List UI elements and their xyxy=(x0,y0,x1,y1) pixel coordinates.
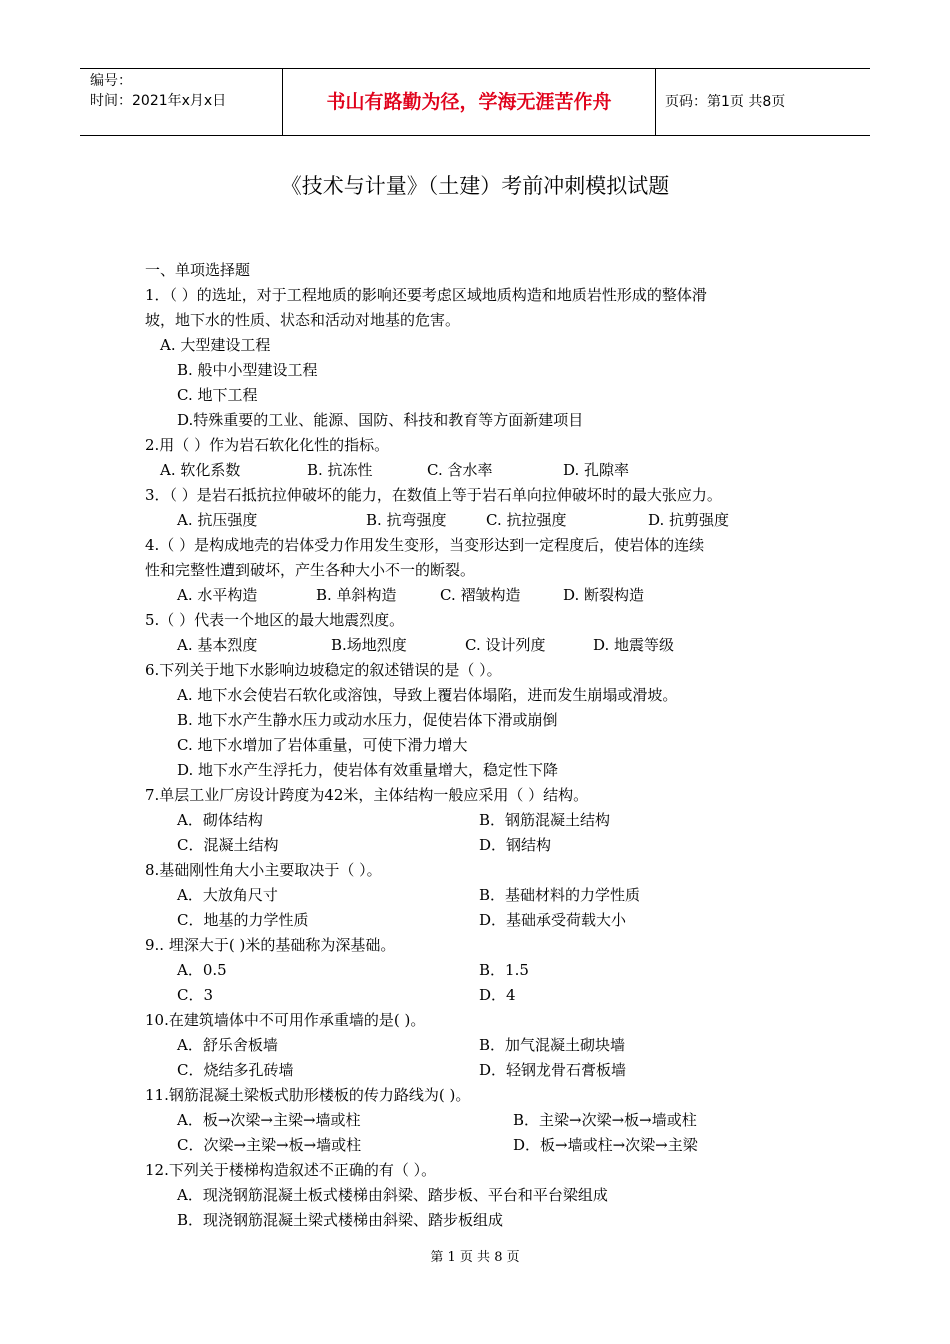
text-line xyxy=(0,1033,950,1058)
text-line xyxy=(0,833,950,858)
text-segment: 性和完整性遭到破坏，产生各种大小不一的断裂。 xyxy=(145,561,476,579)
page-footer: 第 1 页 共 8 页 xyxy=(430,1250,520,1265)
text-segment: D. 孔隙率 xyxy=(563,461,630,479)
text-segment: C. 地下水增加了岩体重量，可使下滑力增大 xyxy=(177,736,468,754)
text-segment: B. 般中小型建设工程 xyxy=(177,361,318,379)
text-segment: A．0.5 xyxy=(177,961,227,979)
header-meta xyxy=(90,71,226,111)
text-line xyxy=(0,1058,950,1083)
text-segment: A．板→次梁→主梁→墙或柱 xyxy=(177,1111,361,1129)
text-line xyxy=(0,1158,950,1183)
text-segment: B.场地烈度 xyxy=(331,636,407,654)
header-bottom-rule xyxy=(80,135,870,136)
text-line xyxy=(0,358,950,383)
header-motto: 书山有路勤为径，学海无涯苦作舟 xyxy=(326,91,612,113)
text-segment: B．主梁→次梁→板→墙或柱 xyxy=(513,1111,697,1129)
text-segment: 5.（ ）代表一个地区的最大地震烈度。 xyxy=(145,611,405,629)
text-line xyxy=(0,983,950,1008)
text-segment: 4.（ ）是构成地壳的岩体受力作用发生变形，当变形达到一定程度后，使岩体的连续 xyxy=(145,536,705,554)
text-segment: C. 褶皱构造 xyxy=(440,586,521,604)
text-segment: D．板→墙或柱→次梁→主梁 xyxy=(513,1136,698,1154)
text-line xyxy=(0,283,950,308)
text-line xyxy=(0,333,950,358)
text-line xyxy=(0,908,950,933)
text-segment: D．钢结构 xyxy=(479,836,552,854)
text-segment: C．烧结多孔砖墙 xyxy=(177,1061,294,1079)
text-segment: A. 基本烈度 xyxy=(177,636,258,654)
page-header xyxy=(80,68,870,136)
text-line xyxy=(0,1008,950,1033)
text-segment: 10.在建筑墙体中不可用作承重墙的是( )。 xyxy=(145,1011,426,1029)
text-line xyxy=(0,383,950,408)
text-segment: 坡，地下水的性质、状态和活动对地基的危害。 xyxy=(145,311,461,329)
text-segment: B. 抗弯强度 xyxy=(366,511,447,529)
text-segment: B. 单斜构造 xyxy=(316,586,397,604)
text-segment: 12.下列关于楼梯构造叙述不正确的有（ ）。 xyxy=(145,1161,437,1179)
text-segment: 3．（ ）是岩石抵抗拉伸破坏的能力，在数值上等于岩石单向拉伸破坏时的最大张应力。 xyxy=(145,486,722,504)
text-segment: C．地基的力学性质 xyxy=(177,911,309,929)
text-segment: D. 抗剪强度 xyxy=(648,511,730,529)
text-segment: 9.. 埋深大于( )米的基础称为深基础。 xyxy=(145,936,396,954)
text-line xyxy=(0,508,950,533)
text-line xyxy=(0,883,950,908)
text-line xyxy=(0,1108,950,1133)
text-segment: A. 水平构造 xyxy=(177,586,258,604)
text-line xyxy=(0,783,950,808)
text-line xyxy=(0,633,950,658)
text-segment: B. 抗冻性 xyxy=(307,461,373,479)
text-line xyxy=(0,483,950,508)
text-line xyxy=(0,958,950,983)
text-segment: B．基础材料的力学性质 xyxy=(479,886,641,904)
text-segment: D. 断裂构造 xyxy=(563,586,645,604)
text-segment: 7.单层工业厂房设计跨度为42米，主体结构一般应采用（ ）结构。 xyxy=(145,786,589,804)
text-line xyxy=(0,408,950,433)
text-line xyxy=(0,933,950,958)
text-segment: 6.下列关于地下水影响边坡稳定的叙述错误的是（ ）。 xyxy=(145,661,502,679)
text-line xyxy=(0,758,950,783)
text-line xyxy=(0,1208,950,1233)
text-line xyxy=(0,1083,950,1108)
document-number-label: 编号： xyxy=(90,73,132,89)
text-segment: C. 抗拉强度 xyxy=(486,511,567,529)
text-segment: C. 设计列度 xyxy=(465,636,546,654)
text-segment: A．舒乐舍板墙 xyxy=(177,1036,278,1054)
document-title: 《技术与计量》（土建）考前冲刺模拟试题 xyxy=(280,174,670,198)
header-divider xyxy=(655,68,656,136)
text-segment: C．3 xyxy=(177,986,214,1004)
text-line xyxy=(0,258,950,283)
header-top-rule xyxy=(80,68,870,69)
text-segment: C．次梁→主梁→板→墙或柱 xyxy=(177,1136,362,1154)
text-line xyxy=(0,308,950,333)
text-segment: A. 地下水会使岩石软化或溶蚀，导致上覆岩体塌陷，进而发生崩塌或滑坡。 xyxy=(177,686,678,704)
text-segment: B. 地下水产生静水压力或动水压力，促使岩体下滑或崩倒 xyxy=(177,711,558,729)
text-segment: A．砌体结构 xyxy=(177,811,263,829)
text-line xyxy=(0,533,950,558)
text-segment: D.特殊重要的工业、能源、国防、科技和教育等方面新建项目 xyxy=(177,411,584,429)
text-line xyxy=(0,808,950,833)
text-line xyxy=(0,683,950,708)
text-segment: 2.用（ ）作为岩石软化化性的指标。 xyxy=(145,436,390,454)
text-segment: B．钢筋混凝土结构 xyxy=(479,811,611,829)
text-line xyxy=(0,1183,950,1208)
text-segment: 8.基础刚性角大小主要取决于（ ）。 xyxy=(145,861,382,879)
text-segment: A. 大型建设工程 xyxy=(160,336,271,354)
text-segment: 11.钢筋混凝土梁板式肋形楼板的传力路线为( )。 xyxy=(145,1086,471,1104)
text-line xyxy=(0,708,950,733)
text-segment: D．4 xyxy=(479,986,516,1004)
text-segment: B．1.5 xyxy=(479,961,529,979)
text-segment: A．现浇钢筋混凝土板式楼梯由斜梁、踏步板、平台和平台梁组成 xyxy=(177,1186,608,1204)
text-line xyxy=(0,583,950,608)
text-segment: B．加气混凝土砌块墙 xyxy=(479,1036,626,1054)
text-line xyxy=(0,433,950,458)
header-page-label: 页码：第1页 共8页 xyxy=(665,94,786,110)
text-segment: D. 地下水产生浮托力，使岩体有效重量增大，稳定性下降 xyxy=(177,761,559,779)
text-line xyxy=(0,733,950,758)
text-segment: C．混凝土结构 xyxy=(177,836,279,854)
text-line xyxy=(0,658,950,683)
text-line xyxy=(0,1133,950,1158)
text-line xyxy=(0,608,950,633)
text-segment: D. 地震等级 xyxy=(593,636,675,654)
text-segment: C. 地下工程 xyxy=(177,386,258,404)
text-segment: C. 含水率 xyxy=(427,461,493,479)
text-segment: 1．（ ）的选址，对于工程地质的影响还要考虑区域地质构造和地质岩性形成的整体滑 xyxy=(145,286,707,304)
text-segment: B．现浇钢筋混凝土梁式楼梯由斜梁、踏步板组成 xyxy=(177,1211,504,1229)
text-line xyxy=(0,458,950,483)
text-segment: D．轻钢龙骨石膏板墙 xyxy=(479,1061,627,1079)
text-segment: A．大放角尺寸 xyxy=(177,886,278,904)
text-segment: A. 软化系数 xyxy=(160,461,241,479)
text-line xyxy=(0,858,950,883)
document-date-label: 时间：2021年x月x日 xyxy=(90,93,227,109)
text-line xyxy=(0,558,950,583)
text-segment: 一、单项选择题 xyxy=(145,261,251,279)
text-segment: A. 抗压强度 xyxy=(177,511,258,529)
text-segment: D．基础承受荷载大小 xyxy=(479,911,627,929)
